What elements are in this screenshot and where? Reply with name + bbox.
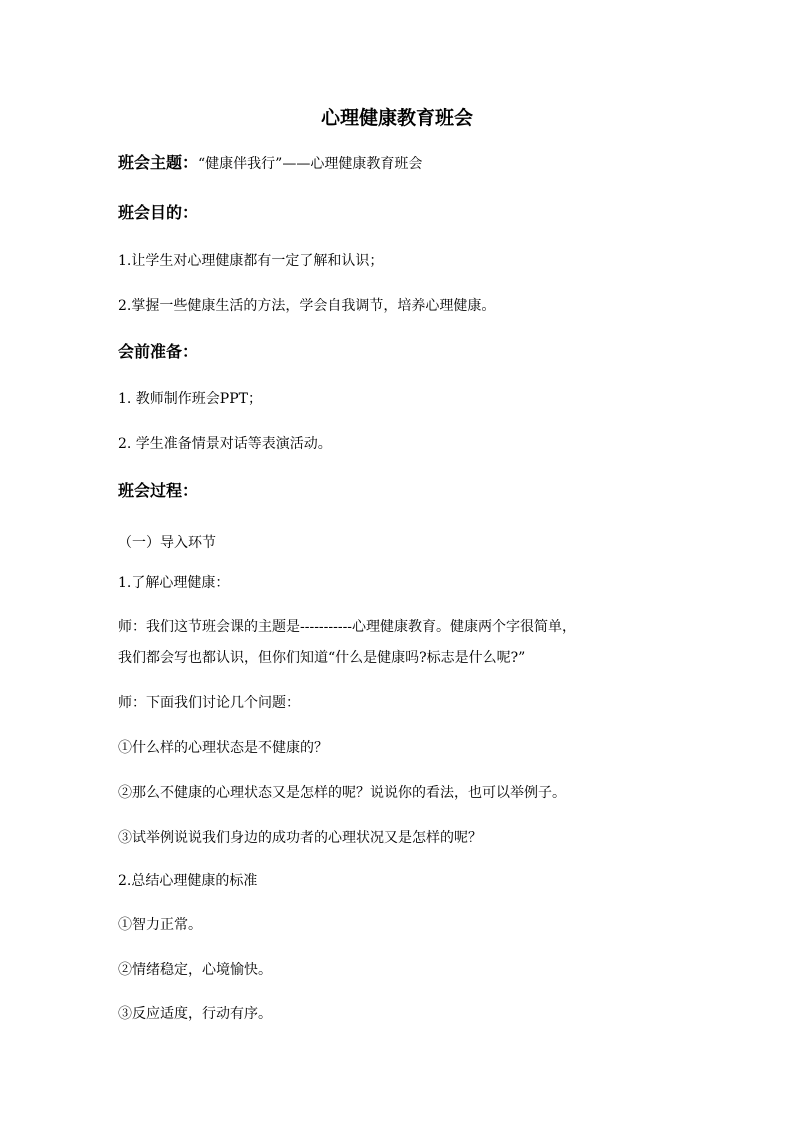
preparation-heading: 会前准备： xyxy=(118,342,199,361)
question-item-2: ②那么不健康的心理状态又是怎样的呢？说说你的看法，也可以举例子。 xyxy=(118,785,566,801)
preparation-item-2: 2. 学生准备情景对话等表演活动。 xyxy=(118,436,332,452)
theme-line xyxy=(118,152,678,175)
theme-value: “健康伴我行”——心理健康教育班会 xyxy=(198,156,423,172)
teacher-line-2: 师：下面我们讨论几个问题： xyxy=(118,695,300,711)
preparation-item-1: 1. 教师制作班会PPT； xyxy=(118,391,262,407)
process-step-1: 1.了解心理健康： xyxy=(118,575,230,591)
standard-item-2: ②情绪稳定，心境愉快。 xyxy=(118,962,272,978)
standard-item-1: ①智力正常。 xyxy=(118,917,202,933)
process-step-2: 2.总结心理健康的标准 xyxy=(118,873,258,889)
question-item-1: ①什么样的心理状态是不健康的？ xyxy=(118,740,328,756)
purpose-item-2: 2.掌握一些健康生活的方法，学会自我调节，培养心理健康。 xyxy=(118,298,496,314)
theme-label: 班会主题： xyxy=(118,153,199,172)
process-section-1: （一）导入环节 xyxy=(118,535,216,551)
teacher-line-1b: 我们都会写也都认识，但你们知道“什么是健康吗?标志是什么呢?” xyxy=(118,650,526,666)
document-title: 心理健康教育班会 xyxy=(320,107,473,129)
standard-item-3: ③反应适度，行动有序。 xyxy=(118,1006,272,1022)
purpose-heading: 班会目的： xyxy=(118,203,199,222)
question-item-3: ③试举例说说我们身边的成功者的心理状况又是怎样的呢？ xyxy=(118,830,482,846)
purpose-item-1: 1.让学生对心理健康都有一定了解和认识； xyxy=(118,253,384,269)
process-heading: 班会过程： xyxy=(118,481,199,500)
teacher-line-1a: 师：我们这节班会课的主题是-----------心理健康教育。健康两个字很简单， xyxy=(118,619,577,635)
